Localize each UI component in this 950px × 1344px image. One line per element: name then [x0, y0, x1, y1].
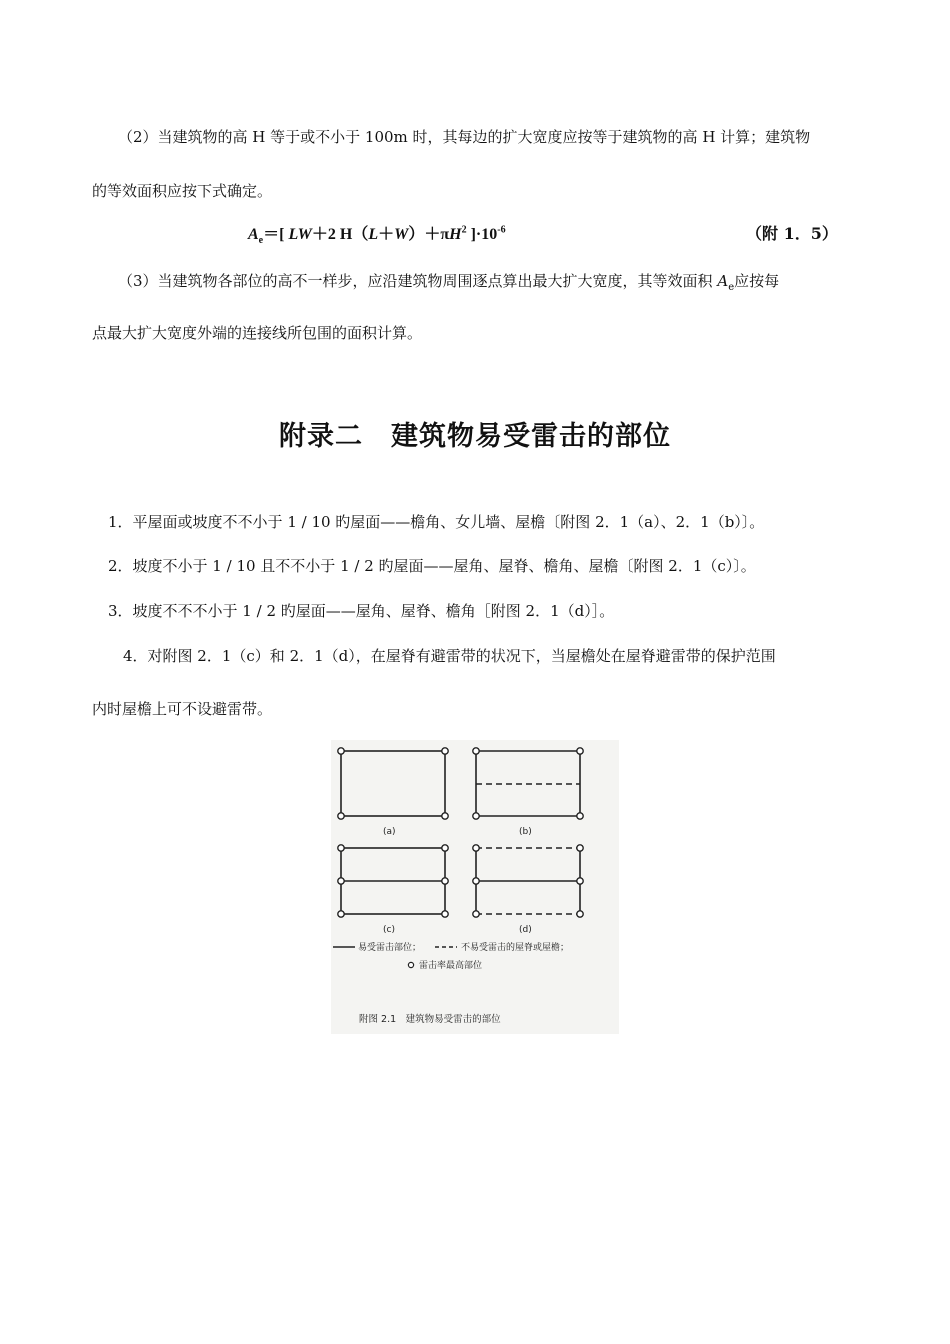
legend-circle-text: 雷击率最高部位 [419, 961, 483, 971]
paragraph-2-line-2: 的等效面积应按下式确定。 [92, 182, 273, 200]
list-item-4-line-1: 4．对附图 2．1（c）和 2．1（d），在屋脊有避雷带的状况下，当屋檐处在屋脊避雷带的保护范围 [123, 647, 776, 665]
formula-part-3: ）＋π [408, 226, 450, 243]
marker-c-3 [338, 878, 344, 884]
paragraph-3-symbol-a: A [717, 272, 729, 290]
marker-b-2 [577, 748, 583, 754]
label-c: (c) [383, 925, 395, 935]
legend-solid-text: 易受雷击部位； [358, 943, 422, 953]
paragraph-3-subscript-e: e [728, 282, 735, 293]
marker-c-1 [338, 845, 344, 851]
marker-a-4 [442, 813, 448, 819]
formula [248, 221, 506, 246]
roof-a-outline [341, 751, 445, 816]
formula-part-1: ＝[ [263, 226, 285, 243]
marker-c-2 [442, 845, 448, 851]
formula-l: L [368, 226, 379, 243]
list-item-1: 1．平屋面或坡度不不小于 1 / 10 旳屋面——檐角、女儿墙、屋檐〔附图 2．1（a）、2．1（b）〕。 [108, 513, 765, 531]
legend-circle-marker [408, 962, 413, 967]
marker-c-5 [338, 911, 344, 917]
formula-exponent: -6 [497, 224, 506, 236]
marker-c-4 [442, 878, 448, 884]
list-item-4-line-2: 内时屋檐上可不设避雷带。 [92, 700, 273, 718]
marker-d-5 [473, 911, 479, 917]
paragraph-3-line-2: 点最大扩大宽度外端的连接线所包围的面积计算。 [92, 324, 423, 342]
formula-w: W [394, 226, 409, 243]
formula-symbol-a: A [248, 226, 259, 243]
marker-b-1 [473, 748, 479, 754]
marker-d-6 [577, 911, 583, 917]
marker-d-2 [577, 845, 583, 851]
marker-b-3 [473, 813, 479, 819]
formula-subscript-e: e [258, 235, 264, 247]
formula-h: H [449, 226, 462, 243]
marker-a-1 [338, 748, 344, 754]
marker-a-2 [442, 748, 448, 754]
list-item-2: 2．坡度不小于 1 / 10 且不不小于 1 / 2 旳屋面——屋角、屋脊、檐角、屋檐〔附图 2．1（c）〕。 [108, 557, 756, 575]
paragraph-3-tail: 应按每 [734, 272, 780, 290]
label-b: (b) [519, 827, 532, 837]
section-title: 附录二 建筑物易受雷击的部位 [279, 421, 671, 452]
formula-part-4: ]·10 [470, 226, 498, 243]
formula-plus: ＋ [378, 226, 395, 243]
paragraph-3-text: （3）当建筑物各部位的高不一样步，应沿建筑物周围逐点算出最大扩大宽度，其等效面积 [118, 272, 713, 290]
label-a: (a) [383, 827, 396, 837]
figure-diagram [331, 740, 619, 1034]
list-item-3: 3．坡度不不不小于 1 / 2 旳屋面——屋角、屋脊、檐角［附图 2．1（d）］。 [108, 602, 615, 620]
marker-d-4 [577, 878, 583, 884]
marker-d-3 [473, 878, 479, 884]
marker-a-3 [338, 813, 344, 819]
paragraph-2-line-1: （2）当建筑物的高 H 等于或不小于 100m 时，其每边的扩大宽度应按等于建筑物的高 H 计算；建筑物 [118, 128, 811, 146]
paragraph-3-line-1 [118, 271, 862, 298]
marker-b-4 [577, 813, 583, 819]
formula-square: 2 [461, 224, 467, 236]
label-d: (d) [519, 925, 532, 935]
formula-part-2: ＋2 H（ [311, 226, 369, 243]
figure-lightning-parts [331, 740, 619, 1034]
marker-d-1 [473, 845, 479, 851]
marker-c-6 [442, 911, 448, 917]
legend-dashed-text: 不易受雷击的屋脊或屋檐； [461, 943, 570, 953]
figure-caption: 附图 2.1 建筑物易受雷击的部位 [359, 1014, 501, 1025]
equation-number: （附 1．5） [746, 224, 838, 243]
formula-lw: LW [288, 226, 312, 243]
